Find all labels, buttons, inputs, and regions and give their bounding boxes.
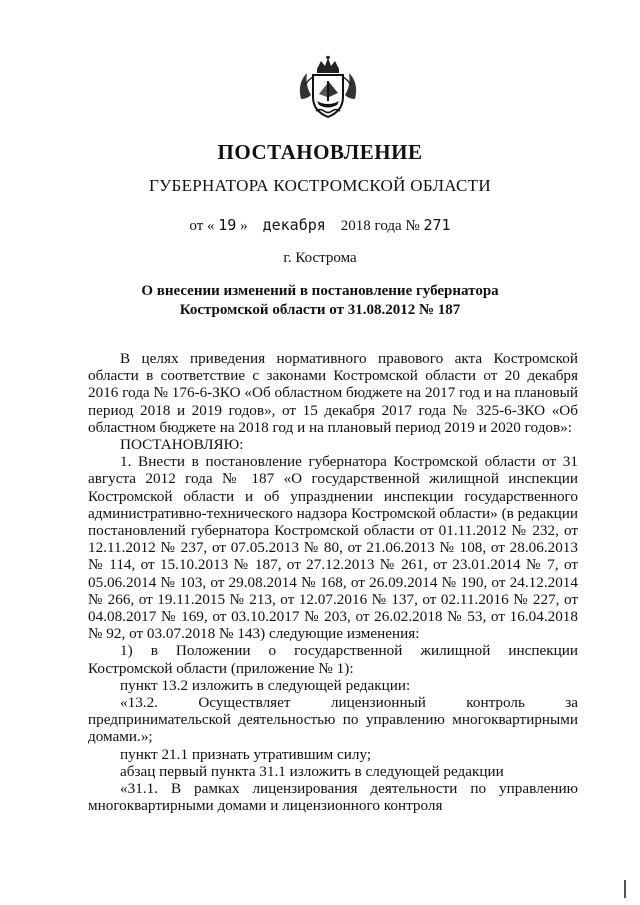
body-paragraph: абзац первый пункта 31.1 изложить в следующей редакции xyxy=(120,762,504,780)
document-title: ПОСТАНОВЛЕНИЕ xyxy=(217,140,423,164)
date-month: декабря xyxy=(262,216,326,234)
date-suffix: 2018 года № xyxy=(340,218,420,234)
subject-line-1: О внесении изменений в постановление губернатора xyxy=(141,283,499,299)
document-body xyxy=(88,350,578,814)
body-paragraph: «13.2. Осуществляет лицензионный контроль за предпринимательской деятельностью по управлению многоквартирными домами.»; xyxy=(88,694,578,746)
scan-edge-mark xyxy=(624,880,626,898)
body-paragraph: пункт 21.1 признать утратившим силу; xyxy=(120,745,372,763)
date-prefix: от « xyxy=(189,218,215,234)
date-mid: » xyxy=(240,218,248,234)
body-paragraph: «31.1. В рамках лицензирования деятельности по управлению многоквартирными домами и лицензионного контроля xyxy=(88,780,578,815)
document-number: 271 xyxy=(423,216,451,234)
date-line xyxy=(0,216,640,235)
subject-line-2: Костромской области от 31.08.2012 № 187 xyxy=(179,302,461,318)
body-paragraph: пункт 13.2 изложить в следующей редакции: xyxy=(120,676,411,694)
body-paragraph: 1) в Положении о государственной жилищной инспекции Костромской области (приложение № 1): xyxy=(88,642,578,677)
date-day: 19 xyxy=(218,216,237,234)
coat-of-arms-emblem xyxy=(295,55,361,121)
body-paragraph: ПОСТАНОВЛЯЮ: xyxy=(120,436,244,454)
issuer-title: ГУБЕРНАТОРА КОСТРОМСКОЙ ОБЛАСТИ xyxy=(149,176,491,195)
body-paragraph: В целях приведения нормативного правового акта Костромской области в соответствие с законами Костромской области от 20 декабря 2016 года № 176-6-ЗКО «Об областном бюджете на 2017 год и на плановый период 2018 и 2019 годов», от 15 декабря 2017 года № 325-6-ЗКО «Об областном бюджете на 2018 год и на плановый период 2019 и 2020 годов»: xyxy=(88,350,578,436)
document-subject xyxy=(0,282,640,320)
body-paragraph: 1. Внести в постановление губернатора Костромской области от 31 августа 2012 года № 187 «О государственной жилищной инспекции Костромской области и об упразднении инспекции государственного административно-технического надзора Костромской области» (в редакции постановлений губернатора Костромской области от 01.11.2012 № 232, от 12.11.2012 № 237, от 07.05.2013 № 80, от 21.06.2013 № 108, от 28.06.2013 № 114, от 15.10.2013 № 187, от 27.12.2013 № 261, от 23.01.2014 № 7, от 05.06.2014 № 103, от 29.08.2014 № 168, от 26.09.2014 № 190, от 24.12.2014 № 266, от 19.11.2015 № 213, от 12.07.2016 № 137, от 02.11.2016 № 227, от 04.08.2017 № 169, от 03.10.2017 № 203, от 26.02.2018 № 53, от 16.04.2018 № 92, от 03.07.2018 № 143) следующие изменения: xyxy=(88,453,578,643)
city-name: г. Кострома xyxy=(283,250,357,266)
